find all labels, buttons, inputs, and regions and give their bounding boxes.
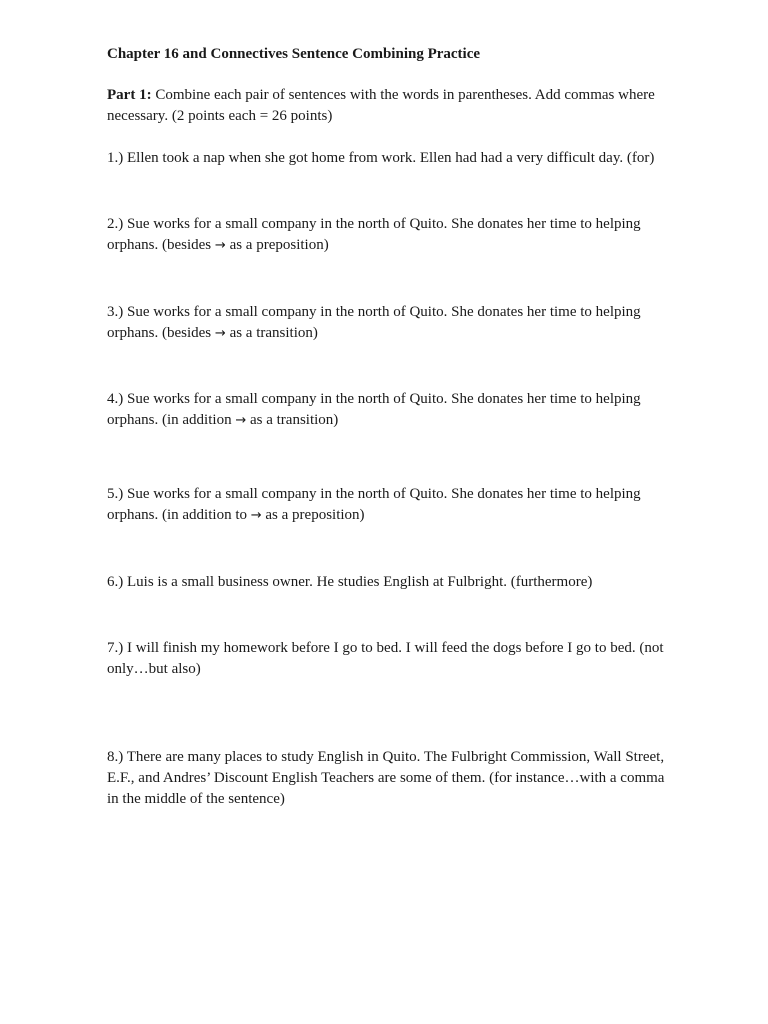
part-instructions <box>107 85 667 127</box>
question-4 <box>107 389 667 431</box>
question-5 <box>107 484 667 526</box>
question-note: as a transition) <box>249 412 339 428</box>
question-7 <box>107 638 667 680</box>
question-text: Ellen took a nap when she got home from work. Ellen had had a very difficult day. (for) <box>127 150 655 166</box>
question-text: Sue works for a small company in the north of Quito. She donates her time to helping orphans. (in addition to <box>107 486 641 523</box>
question-text: Luis is a small business owner. He studies English at Fulbright. (furthermore) <box>127 574 593 590</box>
arrow-icon: → <box>250 508 262 523</box>
question-6 <box>107 572 667 593</box>
question-text: There are many places to study English in Quito. The Fulbright Commission, Wall Street, E.F., and Andres’ Discount English Teachers are some of them. (for instance…with a comma in the middle of the sentence) <box>107 749 665 807</box>
question-note: as a preposition) <box>229 237 329 253</box>
arrow-icon: → <box>214 238 226 253</box>
question-8 <box>107 747 667 810</box>
page-title: Chapter 16 and Connectives Sentence Combining Practice <box>107 46 481 62</box>
question-note: as a transition) <box>229 325 318 341</box>
part-instructions-text: Combine each pair of sentences with the words in parentheses. Add commas where necessary. (2 points each = 26 points) <box>107 87 655 124</box>
question-2 <box>107 214 667 256</box>
question-note: as a preposition) <box>265 507 365 523</box>
question-1 <box>107 148 667 169</box>
question-3 <box>107 302 667 344</box>
question-number: 4.) <box>107 391 124 407</box>
question-text: I will finish my homework before I go to bed. I will feed the dogs before I go to bed. (not only…but also) <box>107 640 664 677</box>
question-number: 2.) <box>107 216 124 232</box>
question-number: 6.) <box>107 574 124 590</box>
question-text: Sue works for a small company in the north of Quito. She donates her time to helping orphans. (besides <box>107 216 641 253</box>
question-text: Sue works for a small company in the north of Quito. She donates her time to helping orphans. (in addition <box>107 391 641 428</box>
arrow-icon: → <box>235 413 247 428</box>
part-label: Part 1: <box>107 87 152 103</box>
question-number: 5.) <box>107 486 124 502</box>
question-text: Sue works for a small company in the north of Quito. She donates her time to helping orphans. (besides <box>107 304 641 341</box>
question-number: 1.) <box>107 150 124 166</box>
arrow-icon: → <box>214 326 226 341</box>
question-number: 8.) <box>107 749 124 765</box>
question-number: 7.) <box>107 640 124 656</box>
question-number: 3.) <box>107 304 124 320</box>
